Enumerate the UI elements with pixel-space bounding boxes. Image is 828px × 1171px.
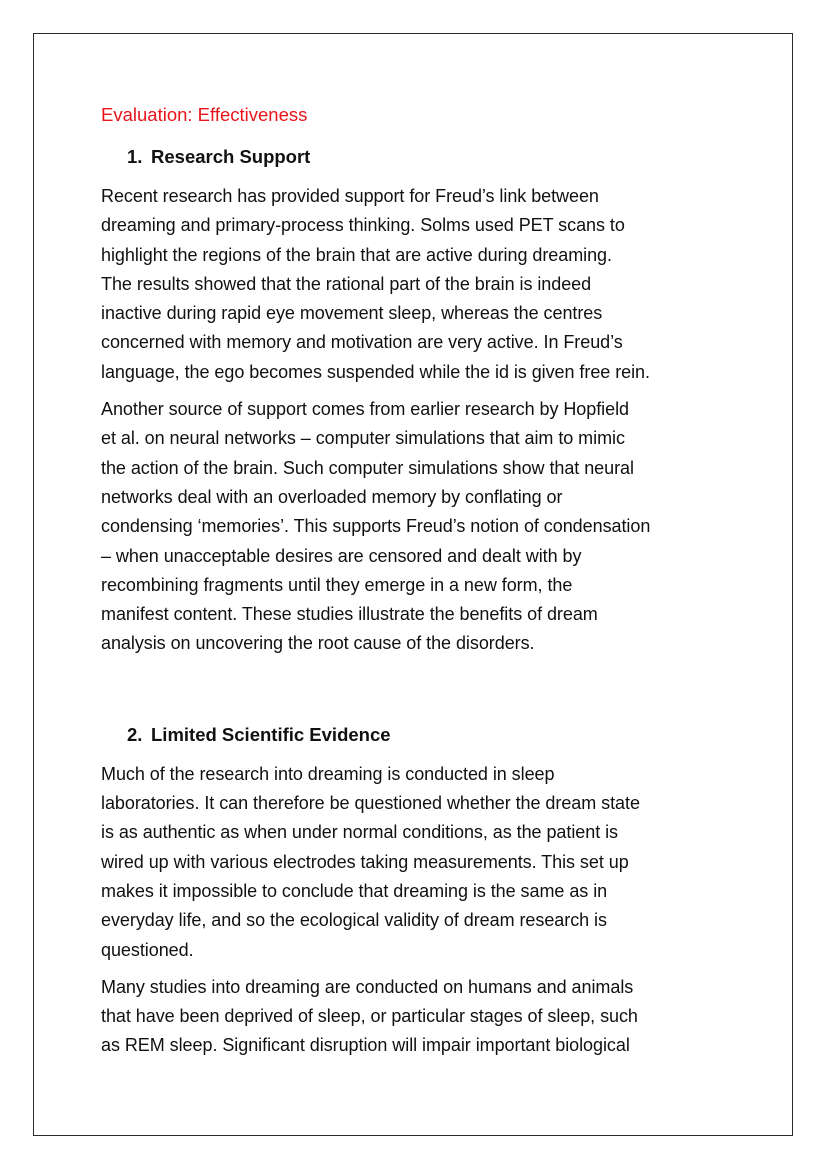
document-content (101, 104, 741, 1069)
subheading-number: 2. (127, 723, 143, 745)
paragraph: Much of the research into dreaming is conducted in sleep laboratories. It can therefore be questioned whether the dream state is as authentic as when under normal conditions, as the patient is wired up with various electrodes taking measurements. This set up makes it impossible to conclude that dreaming is the same as in everyday life, and so the ecological validity of dream research is questioned. (101, 763, 640, 960)
paragraph: Many studies into dreaming are conducted on humans and animals that have been deprived of sleep, or particular stages of sleep, such as REM sleep. Significant disruption will impair important biological (101, 976, 638, 1056)
section-heading: Evaluation: Effectiveness (101, 104, 308, 125)
subheading-limited-scientific-evidence (101, 724, 741, 746)
paragraph: Another source of support comes from earlier research by Hopfield et al. on neural networks – computer simulations that aim to mimic the action of the brain. Such computer simulations show that neural networks deal with an overloaded memory by conflating or condensing ‘memories’. This supports Freud’s notion of condensation – when unacceptable desires are censored and dealt with by recombining fragments until they emerge in a new form, the manifest content. These studies illustrate the benefits of dream analysis on uncovering the root cause of the disorders. (101, 399, 651, 654)
subheading-title: Limited Scientific Evidence (151, 723, 391, 745)
subheading-research-support (101, 146, 741, 168)
document-page (33, 33, 793, 1136)
section-spacer (101, 667, 741, 724)
paragraph: Recent research has provided support for Freud’s link between dreaming and primary-process thinking. Solms used PET scans to highlight the regions of the brain that are active during dreaming. The results showed that the rational part of the brain is indeed inactive during rapid eye movement sleep, whereas the centres concerned with memory and motivation are very active. In Freud’s language, the ego becomes suspended while the id is given free rein. (101, 186, 650, 382)
subheading-title: Research Support (151, 146, 311, 167)
subheading-number: 1. (127, 146, 143, 167)
